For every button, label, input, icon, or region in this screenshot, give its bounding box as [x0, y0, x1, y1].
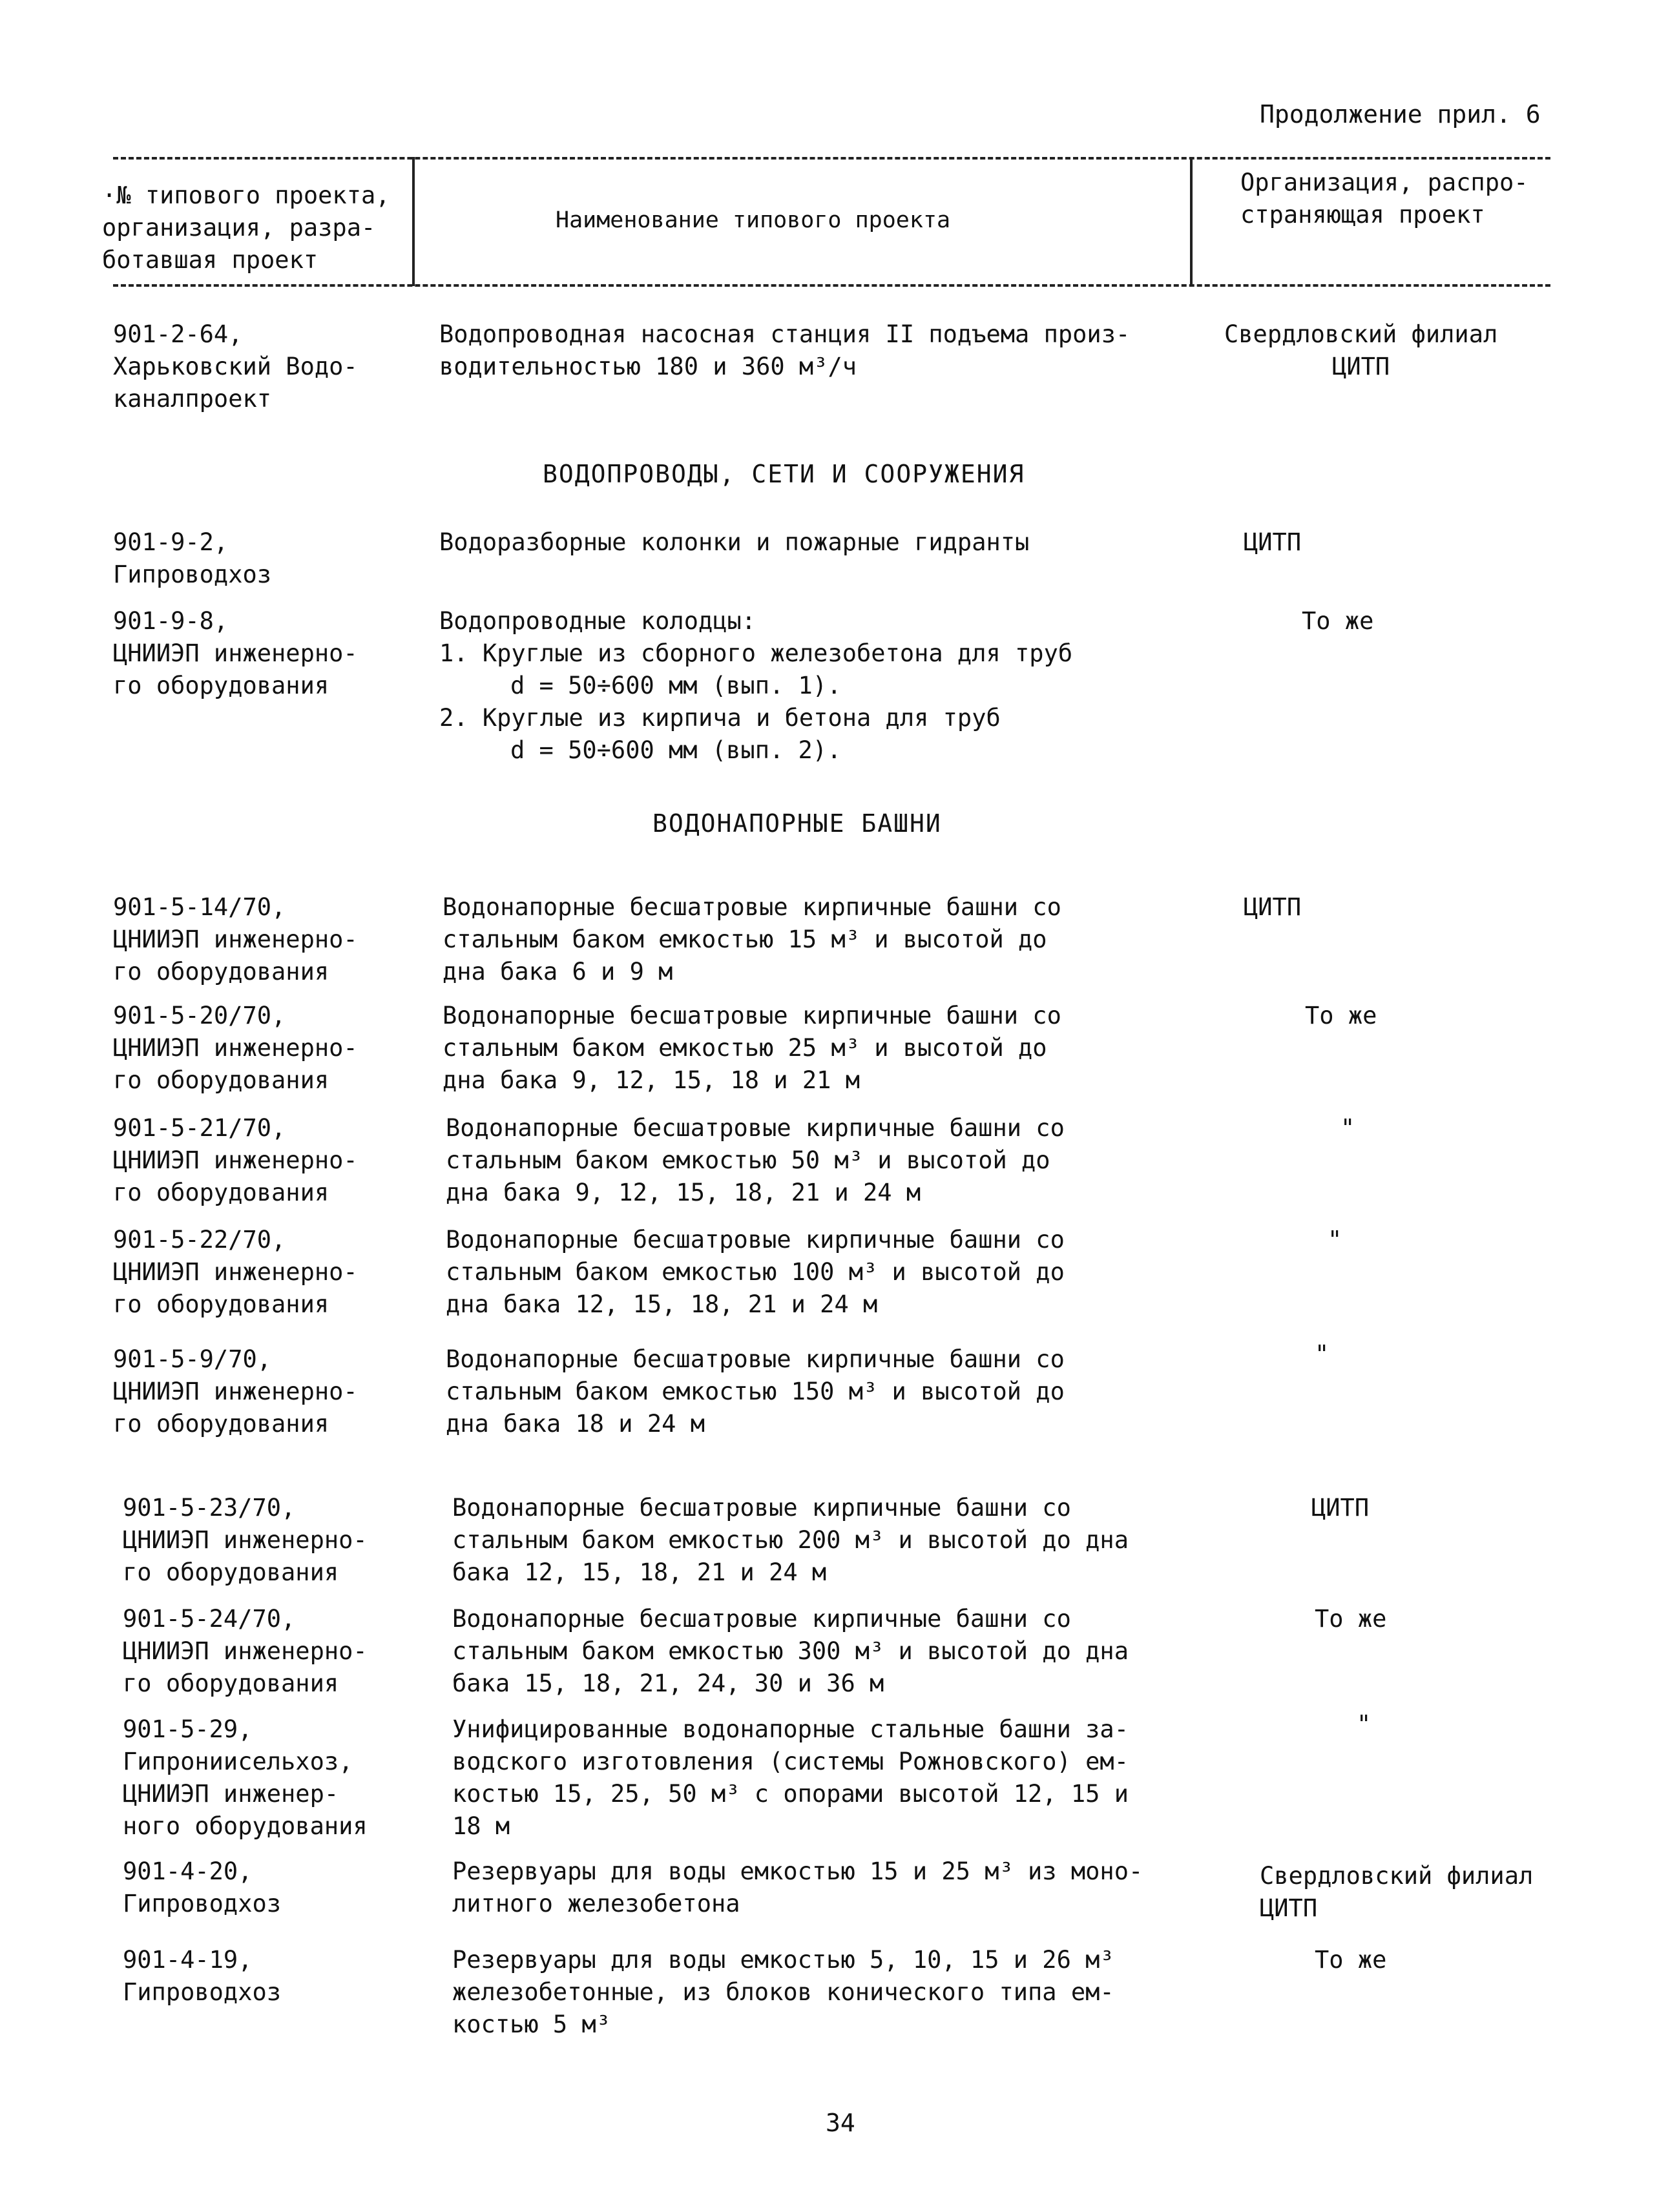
row-901-4-19-code: [123, 1944, 281, 2009]
cell-line: Свердловский филиал: [1260, 1862, 1534, 1890]
header-col3-line: Организация, распро-: [1240, 169, 1528, 196]
header-col1-line: ·№ типового проекта,: [102, 181, 390, 209]
header-col3-line: страняющая проект: [1240, 201, 1485, 229]
cell-line: бака 15, 18, 21, 24, 30 и 36 м: [452, 1669, 884, 1697]
cell-line: ЦНИИЭП инженерно-: [113, 1146, 358, 1174]
cell-line: Водонапорные бесшатровые кирпичные башни со: [452, 1605, 1071, 1633]
cell-line: ЦНИИЭП инженер-: [123, 1780, 339, 1808]
cell-line: дна бака 9, 12, 15, 18, 21 и 24 м: [446, 1179, 921, 1206]
row-901-5-20-code: [113, 1000, 358, 1097]
row-901-5-29-org: [1357, 1708, 1371, 1741]
cell-line: ного оборудования: [123, 1812, 368, 1840]
row-901-5-29-title: [452, 1713, 1129, 1843]
header-col-project-number: [102, 180, 390, 276]
cell-line: ЦИТП: [1244, 528, 1302, 556]
cell-line: d = 50÷600 мм (вып. 2).: [510, 736, 842, 764]
cell-line: 901-4-20,: [123, 1857, 253, 1885]
cell-line: 901-9-2,: [113, 528, 229, 556]
cell-line: стальным баком емкостью 25 м³ и высотой до: [443, 1034, 1047, 1062]
cell-line: Гипроводхоз: [123, 1978, 282, 2006]
cell-line: d = 50÷600 мм (вып. 1).: [510, 672, 842, 699]
row-901-5-22-code: [113, 1224, 358, 1321]
cell-line: Водонапорные бесшатровые кирпичные башни со: [452, 1494, 1071, 1522]
header-divider-2: [1190, 157, 1193, 286]
cell-line: Гипрониисельхоз,: [123, 1748, 353, 1775]
row-901-9-8-title: [439, 605, 1072, 767]
cell-line: ЦНИИЭП инженерно-: [123, 1526, 368, 1554]
cell-line: дна бака 18 и 24 м: [446, 1410, 705, 1438]
section-title-towers: ВОДОНАПОРНЫЕ БАШНИ: [652, 809, 942, 838]
row-901-9-2-org: [1244, 526, 1301, 559]
cell-line: 901-5-21/70,: [113, 1114, 286, 1142]
row-901-2-64-title: [439, 318, 1130, 383]
row-901-4-20-org: [1260, 1860, 1533, 1925]
row-901-5-21-code: [113, 1112, 358, 1209]
cell-line: водского изготовления (системы Рожновского) ем-: [452, 1748, 1129, 1775]
cell-line: го оборудования: [113, 1290, 329, 1318]
continuation-note: Продолжение прил. 6: [1260, 100, 1541, 129]
row-901-9-2-code: [113, 526, 271, 591]
cell-line: стальным баком емкостью 150 м³ и высотой до: [446, 1378, 1065, 1405]
header-col-distributor: [1240, 167, 1528, 231]
cell-line: 901-5-14/70,: [113, 893, 286, 921]
cell-line: Водонапорные бесшатровые кирпичные башни со: [446, 1226, 1065, 1254]
header-col-project-name: Наименование типового проекта: [556, 207, 951, 233]
cell-line: костью 5 м³: [452, 2010, 611, 2038]
cell-line: То же: [1305, 1002, 1377, 1029]
header-top-rule: [113, 157, 1550, 160]
row-901-5-21-org: [1340, 1112, 1355, 1144]
row-901-5-21-title: [446, 1112, 1065, 1209]
cell-line: 901-4-19,: [123, 1946, 253, 1974]
cell-line: 901-5-22/70,: [113, 1226, 286, 1254]
cell-line: железобетонные, из блоков конического типа ем-: [452, 1978, 1114, 2006]
cell-line: Харьковский Водо-: [113, 353, 358, 380]
ditto-mark: ": [1340, 1114, 1355, 1142]
cell-line: бака 12, 15, 18, 21 и 24 м: [452, 1558, 827, 1586]
row-901-5-14-title: [443, 891, 1061, 988]
cell-line: ЦНИИЭП инженерно-: [113, 1034, 358, 1062]
cell-line: Резервуары для воды емкостью 15 и 25 м³ из моно-: [452, 1857, 1143, 1885]
row-901-5-24-code: [123, 1603, 368, 1700]
cell-line: 901-5-24/70,: [123, 1605, 296, 1633]
cell-line: То же: [1315, 1605, 1387, 1633]
row-901-2-64-code: [113, 318, 358, 415]
cell-line: каналпроект: [113, 385, 272, 413]
cell-line: Водопроводная насосная станция II подъема произ-: [439, 320, 1131, 348]
cell-line: дна бака 9, 12, 15, 18 и 21 м: [443, 1066, 860, 1094]
cell-line: го оборудования: [113, 672, 329, 699]
cell-line: 901-5-20/70,: [113, 1002, 286, 1029]
cell-line: ЦНИИЭП инженерно-: [123, 1637, 368, 1665]
cell-line: 1. Круглые из сборного железобетона для труб: [439, 639, 1073, 667]
row-901-5-23-org: [1311, 1492, 1369, 1524]
cell-line: го оборудования: [113, 1066, 329, 1094]
cell-line: стальным баком емкостью 300 м³ и высотой до дна: [452, 1637, 1129, 1665]
cell-line: го оборудования: [113, 958, 329, 986]
cell-line: То же: [1302, 607, 1374, 635]
cell-line: стальным баком емкостью 15 м³ и высотой до: [443, 925, 1047, 953]
row-901-5-20-title: [443, 1000, 1061, 1097]
cell-line: Водонапорные бесшатровые кирпичные башни со: [446, 1345, 1065, 1373]
cell-line: дна бака 12, 15, 18, 21 и 24 м: [446, 1290, 878, 1318]
row-901-9-2-title: [439, 526, 1029, 559]
page-number: 34: [826, 2109, 855, 2137]
header-bottom-rule: [113, 284, 1550, 287]
row-901-4-19-title: [452, 1944, 1114, 2041]
cell-line: 18 м: [452, 1812, 510, 1840]
cell-line: Унифицированные водонапорные стальные башни за-: [452, 1715, 1129, 1743]
cell-line: 901-5-23/70,: [123, 1494, 296, 1522]
cell-line: костью 15, 25, 50 м³ с опорами высотой 12, 15 и: [452, 1780, 1129, 1808]
row-901-4-19-org: [1315, 1944, 1386, 1976]
cell-line: Гипроводхоз: [123, 1890, 282, 1917]
cell-line: ЦИТП: [1260, 1894, 1318, 1922]
cell-line: Водонапорные бесшатровые кирпичные башни со: [446, 1114, 1065, 1142]
section-title-pipes: ВОДОПРОВОДЫ, СЕТИ И СООРУЖЕНИЯ: [543, 460, 1025, 488]
cell-line: ЦИТП: [1244, 893, 1302, 921]
row-901-2-64-org: [1224, 318, 1497, 383]
cell-line: го оборудования: [123, 1558, 339, 1586]
cell-line: То же: [1315, 1946, 1387, 1974]
ditto-mark: ": [1315, 1340, 1330, 1368]
row-901-5-20-org: [1305, 1000, 1377, 1032]
header-divider-1: [412, 157, 415, 286]
cell-line: Водоразборные колонки и пожарные гидранты: [439, 528, 1030, 556]
ditto-mark: ": [1328, 1226, 1342, 1254]
cell-line: го оборудования: [113, 1410, 329, 1438]
row-901-5-23-title: [452, 1492, 1129, 1589]
cell-line: ЦНИИЭП инженерно-: [113, 639, 358, 667]
row-901-9-8-org: [1302, 605, 1373, 637]
cell-line: водительностью 180 и 360 м³/ч: [439, 353, 857, 380]
cell-line: Резервуары для воды емкостью 5, 10, 15 и 26 м³: [452, 1946, 1114, 1974]
cell-line: 901-9-8,: [113, 607, 229, 635]
row-901-5-9-org: [1315, 1338, 1329, 1370]
cell-line: ЦИТП: [1332, 353, 1390, 380]
cell-line: стальным баком емкостью 100 м³ и высотой до: [446, 1258, 1065, 1286]
cell-line: ЦИТП: [1311, 1494, 1370, 1522]
row-901-5-14-org: [1244, 891, 1301, 924]
row-901-4-20-code: [123, 1855, 281, 1920]
cell-line: 901-5-9/70,: [113, 1345, 272, 1373]
row-901-5-23-code: [123, 1492, 368, 1589]
cell-line: го оборудования: [123, 1669, 339, 1697]
cell-line: 901-5-29,: [123, 1715, 253, 1743]
cell-line: стальным баком емкостью 200 м³ и высотой до дна: [452, 1526, 1129, 1554]
row-901-5-22-org: [1328, 1224, 1342, 1256]
cell-line: стальным баком емкостью 50 м³ и высотой до: [446, 1146, 1050, 1174]
cell-line: Водонапорные бесшатровые кирпичные башни со: [443, 893, 1061, 921]
row-901-4-20-title: [452, 1855, 1143, 1920]
cell-line: ЦНИИЭП инженерно-: [113, 1378, 358, 1405]
row-901-5-22-title: [446, 1224, 1065, 1321]
cell-line: Свердловский филиал: [1224, 320, 1498, 348]
cell-line: Водонапорные бесшатровые кирпичные башни со: [443, 1002, 1061, 1029]
cell-line: ЦНИИЭП инженерно-: [113, 925, 358, 953]
ditto-mark: ": [1357, 1710, 1371, 1738]
cell-line: Водопроводные колодцы:: [439, 607, 756, 635]
row-901-5-9-title: [446, 1343, 1065, 1440]
cell-line: Гипроводхоз: [113, 561, 272, 588]
header-col1-line: ботавшая проект: [102, 246, 318, 274]
row-901-5-14-code: [113, 891, 358, 988]
cell-line: 2. Круглые из кирпича и бетона для труб: [439, 704, 1001, 732]
cell-line: ЦНИИЭП инженерно-: [113, 1258, 358, 1286]
cell-line: литного железобетона: [452, 1890, 740, 1917]
row-901-5-24-org: [1315, 1603, 1386, 1635]
cell-line: го оборудования: [113, 1179, 329, 1206]
row-901-5-24-title: [452, 1603, 1129, 1700]
row-901-5-9-code: [113, 1343, 358, 1440]
cell-line: 901-2-64,: [113, 320, 243, 348]
header-col1-line: организация, разра-: [102, 214, 376, 242]
cell-line: дна бака 6 и 9 м: [443, 958, 673, 986]
row-901-5-29-code: [123, 1713, 368, 1843]
row-901-9-8-code: [113, 605, 358, 702]
